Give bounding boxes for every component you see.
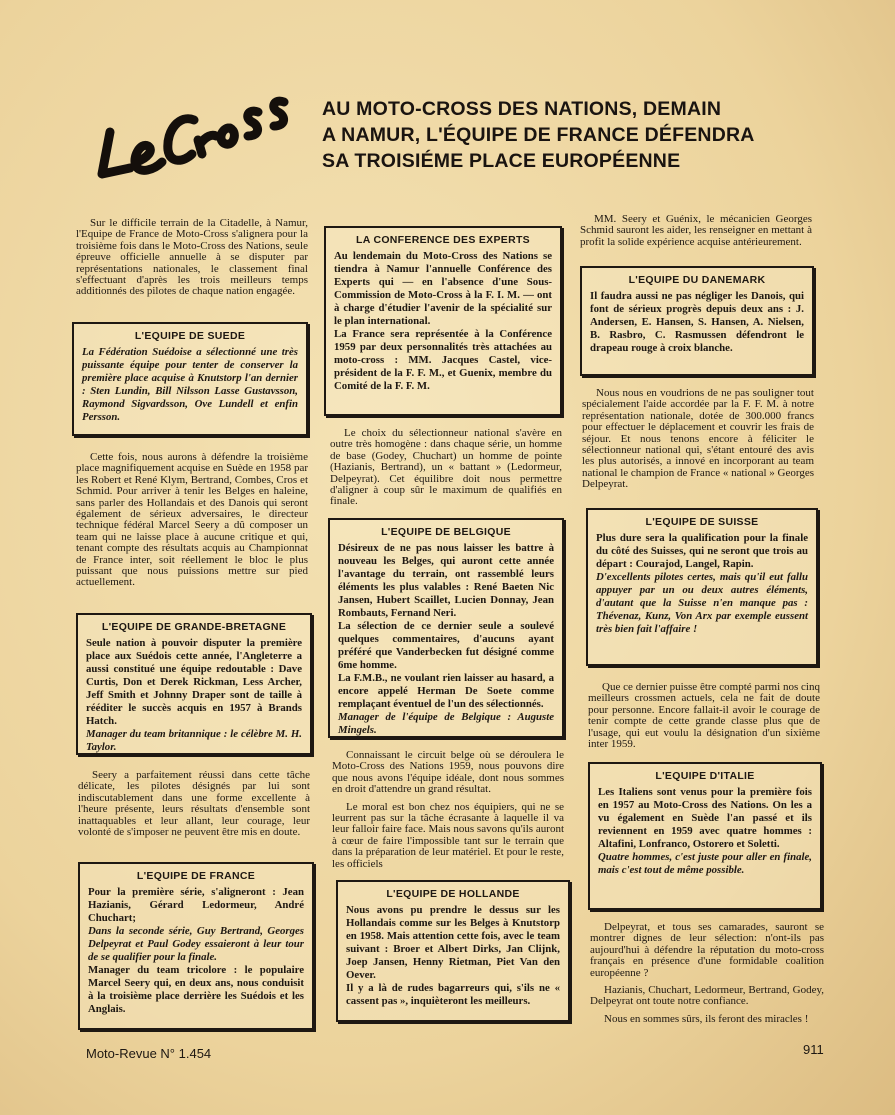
morale-paragraph: Le moral est bon chez nos équipiers, qui ne se leurrent pas sur la tâche écrasante à laquelle il va leur falloir faire face. Mais nous savons qu'ils auront à cœur de faire l'impossible tant sur le terrain que dans la préparation de leur matériel. Et pour le reste, les officiels [332, 800, 564, 870]
dignes-paragraph: Delpeyrat, et tous ses camarades, sauront se montrer dignes de leur sélection: n'ont-ils pas aujourd'hui à défendre la réputation du moto-cross français en présence d'une formidable coalition européenne ? [590, 921, 824, 979]
box-title-suisse: L'EQUIPE DE SUISSE [645, 516, 759, 528]
sidebar-box-hollande [336, 880, 570, 1022]
box-body-france-2: Dans la seconde série, Guy Bertrand, Georges Delpeyrat et Paul Godey essaieront à leur tour de se qualifier pour la finale. [88, 925, 304, 963]
box-title-belgique: L'EQUIPE DE BELGIQUE [381, 526, 511, 538]
sidebar-box-danemark [580, 266, 814, 376]
sidebar-box-italie [588, 762, 822, 910]
circuit-paragraph: Connaissant le circuit belge où se déroulera le Moto-Cross des Nations 1959, nous pouvons dire que nous avons l'équipe idéale, dont nous sommes en droit d'attendre un grand résultat. [332, 749, 564, 796]
box-title-hollande: L'EQUIPE DE HOLLANDE [386, 888, 520, 900]
headline-line-2: A NAMUR, L'ÉQUIPE DE FRANCE DÉFENDRA [322, 124, 755, 146]
box-title-danemark: L'EQUIPE DU DANEMARK [628, 274, 766, 286]
headline-line-1: AU MOTO-CROSS DES NATIONS, DEMAIN [322, 98, 722, 120]
left-column-bottom [78, 770, 310, 844]
box-body-belgique-4: Manager de l'équipe de Belgique : Auguste Mingels. [338, 711, 554, 736]
box-body-belgique-1: Désireux de ne pas nous laisser les battre à nouveau les Belges, qui auront cette année l'avantage du terrain, ont rassemblé leurs éléments les plus valables : René Baeten Nic Jansen, Hubert Scaillet, Lucien Donnay, Jean Rombauts, Fernand Neri. [338, 542, 554, 619]
confiance-paragraph: Hazianis, Chuchart, Ledormeur, Bertrand, Godey, Delpeyrat ont toute notre confiance. [590, 984, 824, 1008]
sidebar-box-suisse [586, 508, 818, 666]
box-body-france-1: Pour la première série, s'aligneront : Jean Hazianis, Gérard Ledormeur, André Chuchart; [88, 886, 304, 924]
box-body-italie-1: Les Italiens sont venus pour la première fois en 1957 au Moto-Cross des Nations. On les a vu également en Suède l'an passé et ils reviennent en 1959 avec quatre hommes : Altafini, Lonfranco, Ostorero et Soletti. [598, 786, 812, 850]
box-body-danemark: Il faudra aussi ne pas négliger les Danois, qui font de sérieux progrès depuis deux ans : J. Andersen, E. Hansen, S. Hansen, A. Nielsen, B. Rasbro, C. Rasmussen défendront le drapeau rouge à croix blanche. [590, 290, 804, 354]
right-column-delpeyrat [588, 682, 820, 756]
box-title-experts: LA CONFERENCE DES EXPERTS [356, 234, 530, 246]
right-column-top [580, 214, 812, 254]
box-body-experts-1: Au lendemain du Moto-Cross des Nations se tiendra à Namur l'annuelle Conférence des Experts qui — en l'absence d'une Sous-Commission de Moto-Cross à la F. I. M. — ont à charge d'étudier l'avenir de la spécialité sur le plan international. [334, 250, 552, 327]
magazine-issue: Moto-Revue N° 1.454 [86, 1046, 212, 1061]
intro-paragraph: Sur le difficile terrain de la Citadelle, à Namur, l'Equipe de France de Moto-Cross s'alignera pour la troisième fois dans le Moto-Cross des Nations, seule épreuve officielle annuelle à se disputer par représentations nationales, le classement final s'effectuant d'après les trois meilleurs temps additionnés des pilotes de chaque nation engagée. [76, 217, 308, 298]
box-body-france-3: Manager du team tricolore : le populaire Marcel Seery qui, en deux ans, nous conduisit à la troisième place derrière les Suédois et les Anglais. [88, 964, 304, 1015]
middle-column-top [330, 428, 562, 514]
box-title-italie: L'EQUIPE D'ITALIE [655, 770, 755, 782]
left-column-mid [76, 452, 308, 595]
delpeyrat-paragraph: Que ce dernier puisse être compté parmi nos cinq meilleurs crossmen actuels, cela ne fait de doute pour personne. Encore fallait-il avoir le courage de tenir compte de cette grande classe plus que de l'usage, qui eut voulu la désignation d'un sixième inter 1959. [588, 681, 820, 751]
right-column-bottom [590, 922, 824, 1031]
box-body-suisse-1: Plus dure sera la qualification pour la finale du côté des Suisses, qui ne seront que trois au départ : Courajod, Langel, Rapin. [596, 532, 808, 570]
box-body-belgique-2: La sélection de ce dernier seule a soulevé quelques commentaires, d'aucuns ayant préféré que Vanderbecken fut désigné comme 6me homme. [338, 620, 554, 671]
box-body-gb-1: Seule nation à pouvoir disputer la première place aux Suédois cette année, l'Angleterre a aussi constitué une équipe redoutable : Dave Curtis, Don et Derek Rickman, Less Archer, Jeff Smith et Johnny Draper sont de taille à rééditer le succès acquis en 1957 à Brands Hatch. [86, 637, 302, 727]
left-column-intro [76, 218, 308, 304]
page-number: 911 [803, 1042, 824, 1057]
box-body-italie-2: Quatre hommes, c'est juste pour aller en finale, mais c'est tout de même possible. [598, 851, 812, 876]
box-body-hollande-2: Il y a là de rudes bagarreurs qui, s'ils ne « cassent pas », inquièteront les meilleurs. [346, 982, 560, 1007]
sidebar-box-grande-bretagne [76, 613, 312, 755]
ffm-paragraph: Nous nous en voudrions de ne pas souligner tout spécialement l'aide accordée par la F. F. M. à notre représentation nationale, dotée de 300.000 francs pour effectuer le déplacement et couvrir les frais de séjour. Et nous tenons encore à féliciter le sélectionneur national qui, s'étant entouré des avis les plus autorisés, a innové en incorporant au team national le champion de France « national » Georges Delpeyrat. [582, 387, 814, 491]
box-title-suede: L'EQUIPE DE SUEDE [134, 330, 246, 342]
defense-paragraph: Cette fois, nous aurons à défendre la troisième place magnifiquement acquise en Suède en 1958 par les Robert et René Klym, Bertrand, Combes, Cros et Schmid. Pour arriver à tenir les Belges en haleine, sans parler des Hollandais et des Danois qui seront également de sérieux adversaires, le directeur technique fédéral Marcel Seery a dû composer un team qui ne laisse place à aucune critique et qui, tenant compte des résultats acquis au Championnat de France inter, soit réellement le bloc le plus puissant que nous puissions mettre sur pied actuellement. [76, 451, 308, 589]
box-body-suisse-2: D'excellents pilotes certes, mais qu'il eut fallu appuyer par un ou deux autres éléments, d'autant que la Suisse n'en manque pas : Thévenaz, Kunz, Von Arx par exemple eussent très bien fait l'affaire ! [596, 571, 808, 635]
sidebar-box-suede [72, 322, 308, 436]
headline-line-3: SA TROISIÉME PLACE EUROPÉENNE [322, 150, 681, 172]
box-body-hollande-1: Nous avons pu prendre le dessus sur les Hollandais comme sur les Belges à Knutstorp en 1958. Mais attention cette fois, avec le team suivant : Broer et Albert Dirks, Jan Clijnk, Joep Jansen, Henny Rietman, Piet Van den Oever. [346, 904, 560, 981]
choice-paragraph: Le choix du sélectionneur national s'avère en outre très homogène : dans chaque série, un homme de base (Godey, Chuchart) un homme de pointe (Hazianis, Bertrand), un « battant » (Ledormeur, Delpeyrat). Cet équilibre doit nous permettre d'aligner à coup sûr le maximum de qualifiés en finale. [330, 427, 562, 508]
miracles-paragraph: Nous en sommes sûrs, ils feront des miracles ! [604, 1012, 809, 1025]
box-title-gb: L'EQUIPE DE GRANDE-BRETAGNE [101, 621, 287, 633]
box-body-belgique-3: La F.M.B., ne voulant rien laisser au hasard, a encore appelé Herman De Soete comme remplaçant éventuel de l'un des sélectionnés. [338, 672, 554, 710]
officials-paragraph: MM. Seery et Guénix, le mécanicien Georges Schmid sauront les aider, les renseigner en mettant à profit la solide expérience acquise antérieurement. [580, 213, 812, 248]
le-cross-logo [92, 70, 292, 190]
sidebar-box-france [78, 862, 314, 1030]
middle-column-bottom [332, 750, 564, 876]
sidebar-box-experts [324, 226, 562, 416]
box-title-france: L'EQUIPE DE FRANCE [136, 870, 256, 882]
seery-paragraph: Seery a parfaitement réussi dans cette tâche délicate, les pilotes désignés par lui sont indiscutablement dans une forme excellente à l'heure présente, leurs résultats d'ensemble sont inattaquables et leur allant, leur courage, leur volonté de s'imposer ne peuvent être mis en doute. [78, 769, 310, 839]
box-body-gb-2: Manager du team britannique : le célèbre M. H. Taylor. [86, 728, 302, 753]
right-column-mid [582, 388, 814, 497]
box-body-experts-2: La France sera représentée à la Conférence 1959 par deux personnalités très attachées au moto-cross : MM. Jacques Castel, vice-président de la F. F. M., et Guenix, membre du Comité de la F. F. M. [334, 328, 552, 392]
box-body-suede: La Fédération Suédoise a sélectionné une très puissante équipe pour tenter de conserver la première place acquise à Knutstorp l'an dernier : Sten Lundin, Bill Nilsson Lasse Gustavsson, Raymond Sigvardsson, Ove Lundell et enfin Persson. [82, 346, 298, 423]
article-headline [322, 96, 822, 174]
sidebar-box-belgique [328, 518, 564, 738]
